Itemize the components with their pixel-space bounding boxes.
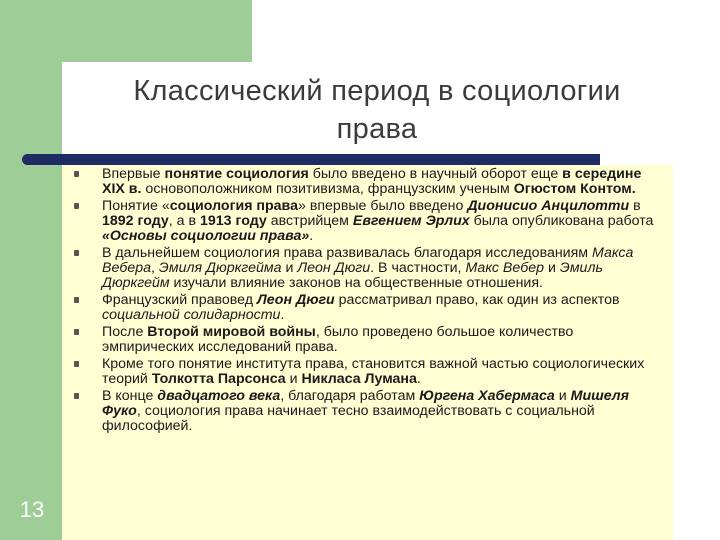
text-run: Мишеля Фуко: [102, 388, 629, 419]
slide-title: [72, 72, 682, 148]
text-run: рассматривал право, как один из аспектов: [334, 292, 620, 308]
decor-blue-bar: [22, 154, 600, 165]
text-run: Дионисио Анцилотти: [467, 198, 630, 214]
text-run: 1913 году: [199, 213, 267, 229]
list-item: [62, 389, 666, 434]
text-run: была опубликована работа: [469, 213, 654, 229]
text-run: Макс Вебер: [465, 260, 545, 276]
slide-title-line-2: права: [336, 113, 418, 145]
list-item: [62, 167, 666, 197]
list-item: [62, 293, 666, 323]
text-run: понятие социология: [164, 166, 309, 182]
text-run: и: [285, 371, 302, 387]
text-run: , а в: [168, 213, 200, 229]
text-run: Эмиля Дюркгейма: [158, 260, 282, 276]
text-run: Макса Вебера: [102, 245, 634, 276]
text-run: , социология права начинает тесно взаимодействовать с социальной философией.: [102, 403, 595, 434]
text-run: Огюстом Контом.: [513, 181, 636, 197]
bullet-icon: [74, 250, 79, 256]
text-run: «Основы социологии права»: [102, 228, 310, 244]
list-item: [62, 357, 666, 387]
text-run: и: [281, 260, 298, 276]
bullet-icon: [74, 329, 79, 335]
bullet-icon: [74, 393, 79, 399]
text-run: Эмиль Дюркгейм: [102, 260, 603, 291]
text-run: Кроме того понятие института права, становится важной частью социологических теорий: [102, 356, 645, 387]
text-run: , было проведено большое количество эмпирических исследований права.: [102, 324, 574, 355]
text-run: было введено в научный оборот еще: [308, 166, 563, 182]
text-run: В дальнейшем социология права развивалась благодаря исследованиям: [102, 245, 592, 261]
page-number: 13: [19, 497, 45, 522]
bullet-list: [62, 167, 666, 436]
text-run: , благодаря работам: [280, 388, 420, 404]
text-run: социальной солидарности: [102, 307, 281, 323]
text-run: Второй мировой войны: [147, 324, 316, 340]
bullet-icon: [74, 171, 79, 177]
text-run: ,: [151, 260, 159, 276]
text-run: в: [629, 198, 641, 214]
decor-green-top: [0, 0, 252, 62]
text-run: социология права: [169, 198, 298, 214]
text-run: Понятие «: [102, 198, 170, 214]
text-run: .: [416, 371, 421, 387]
list-item: [62, 325, 666, 355]
bullet-icon: [74, 361, 79, 367]
list-item: [62, 246, 666, 291]
list-item: [62, 199, 666, 244]
text-run: . В частности,: [370, 260, 466, 276]
text-run: Евгением Эрлих: [352, 213, 470, 229]
text-run: основоположником позитивизма, французским ученым: [141, 181, 514, 197]
text-run: и: [554, 388, 571, 404]
text-run: двадцатого века: [157, 388, 281, 404]
text-run: Леон Дюги: [256, 292, 335, 308]
bullet-icon: [74, 203, 79, 209]
text-run: изучали влияние законов на общественные отношения.: [169, 275, 543, 291]
text-run: .: [280, 307, 285, 323]
text-run: В конце: [102, 388, 158, 404]
text-run: Впервые: [102, 166, 165, 182]
text-run: в середине XIX в.: [102, 166, 642, 197]
text-run: » впервые было введено: [297, 198, 468, 214]
text-run: После: [102, 324, 148, 340]
text-run: Юргена Хабермаса: [419, 388, 555, 404]
text-run: Толкотта Парсонса: [151, 371, 286, 387]
text-run: Леон Дюги: [297, 260, 371, 276]
text-run: Французский правовед: [102, 292, 257, 308]
text-run: и: [544, 260, 560, 276]
slide-title-line-1: Классический период в социологии: [133, 75, 621, 107]
text-run: Никласа Лумана: [301, 371, 417, 387]
bullet-icon: [74, 297, 79, 303]
decor-green-left: [0, 62, 62, 540]
text-run: .: [309, 228, 314, 244]
text-run: австрийцем: [266, 213, 353, 229]
text-run: 1892 году: [102, 213, 169, 229]
